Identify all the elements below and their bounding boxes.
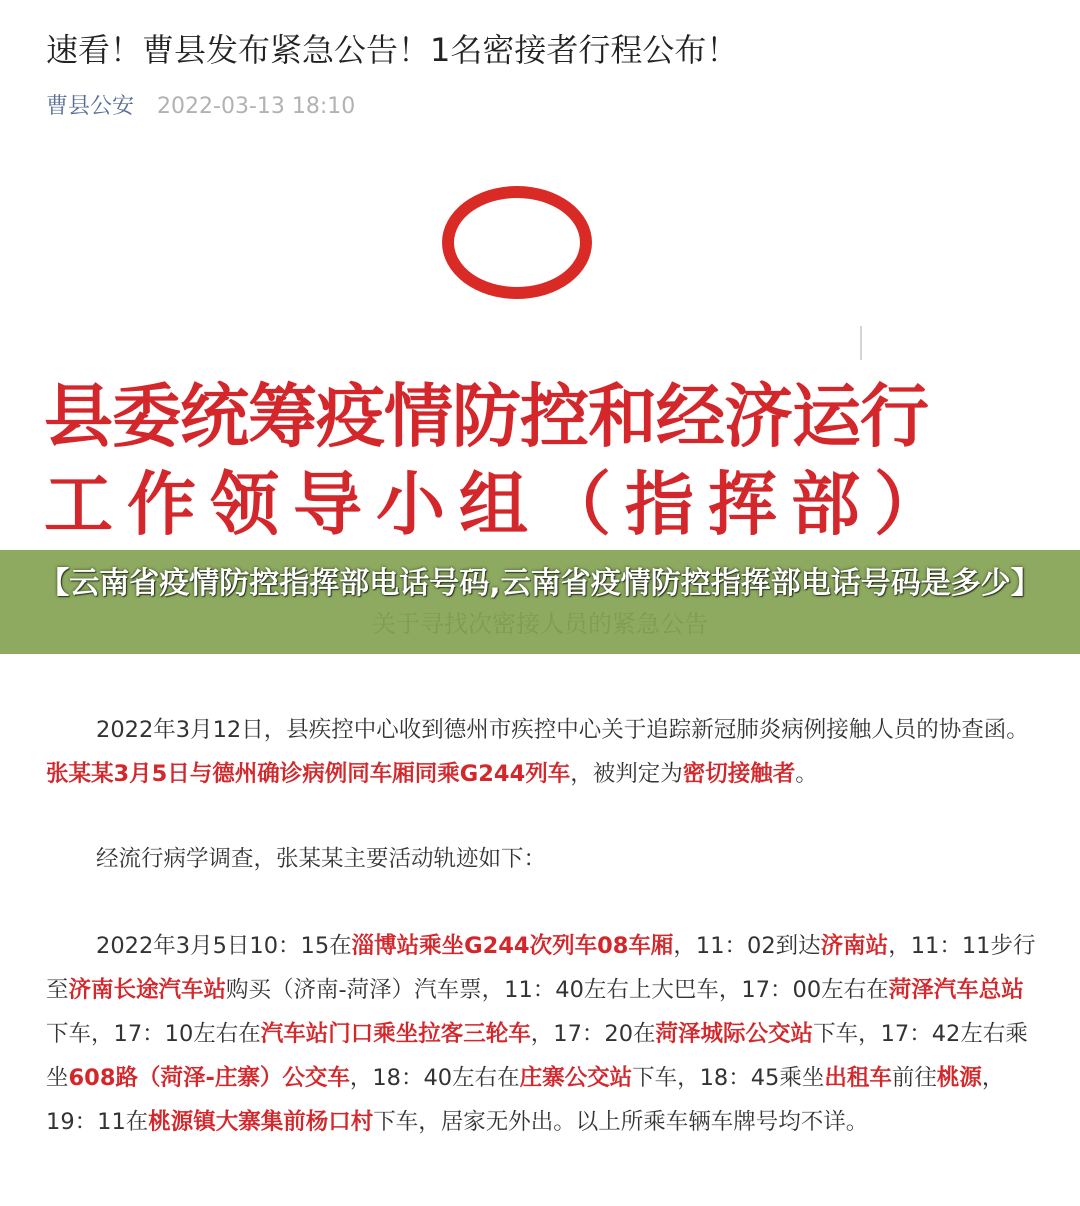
text-run: 经流行病学调查，张某某主要活动轨迹如下： (96, 846, 547, 872)
text-run: ，11：02到达 (673, 933, 821, 959)
paragraph-3 (46, 924, 1044, 1144)
text-run: 购买（济南-菏泽）汽车票，11：40左右上大巴车，17：00左右在 (226, 977, 889, 1003)
text-run: 2022年3月12日，县疾控中心收到德州市疾控中心关于追踪新冠肺炎病例接触人员的协查函。 (96, 717, 1029, 743)
publish-date: 2022-03-13 18:10 (157, 94, 356, 119)
highlighted-text: 济南站 (820, 933, 889, 959)
text-run: ，19：11在 (46, 1065, 1005, 1135)
text-run: 。 (795, 761, 818, 787)
paragraph-2 (46, 837, 1044, 881)
party-emblem-image (442, 186, 592, 299)
text-run: ，18：40左右在 (349, 1065, 520, 1091)
highlighted-text: 608路（菏泽-庄寨）公交车 (68, 1065, 350, 1091)
article-title: 速看！曹县发布紧急公告！1名密接者行程公布！ (46, 31, 739, 69)
highlighted-text: 桃源镇大寨集前杨口村 (148, 1109, 374, 1135)
overlay-banner-text: 【云南省疫情防控指挥部电话号码,云南省疫情防控指挥部电话号码是多少】 (39, 566, 1041, 601)
highlighted-text: 出租车 (824, 1065, 892, 1091)
highlighted-text: 菏泽汽车总站 (888, 977, 1024, 1003)
divider (860, 326, 862, 360)
highlighted-text: 济南长途汽车站 (68, 977, 227, 1003)
text-run: 2022年3月5日10：15在 (96, 933, 352, 959)
document-header-line1: 县委统筹疫情防控和经济运行 (44, 377, 928, 457)
highlighted-text: 桃源 (936, 1065, 982, 1091)
document-header-line2: 工作领导小组（指挥部） (44, 465, 957, 545)
text-run: 下车，居家无外出。以上所乘车辆车牌号均不详。 (373, 1109, 869, 1135)
text-run: 下车，17：42左右乘坐 (46, 1021, 1028, 1091)
highlighted-text: 庄寨公交站 (519, 1065, 633, 1091)
paragraph-1 (46, 708, 1044, 796)
article-source-link[interactable]: 曹县公安 (46, 94, 135, 119)
highlighted-text: 菏泽城际公交站 (655, 1021, 814, 1047)
text-run: 前往 (891, 1065, 937, 1091)
highlighted-text: 张某某3月5日与德州确诊病例同车厢同乘G244列车 (46, 761, 571, 787)
text-run: ，11：11步行至 (46, 933, 1036, 1003)
article-meta (46, 92, 355, 122)
highlighted-text: 汽车站门口乘坐拉客三轮车 (260, 1021, 531, 1047)
text-run: ，17：20在 (530, 1021, 656, 1047)
text-run: ，被判定为 (570, 761, 683, 787)
highlighted-text: 密切接触者 (682, 761, 796, 787)
highlighted-text: 淄博站乘坐G244次列车08车厢 (351, 933, 674, 959)
text-run: 下车，17：10左右在 (46, 1021, 261, 1047)
text-run: 下车，18：45乘坐 (632, 1065, 825, 1091)
